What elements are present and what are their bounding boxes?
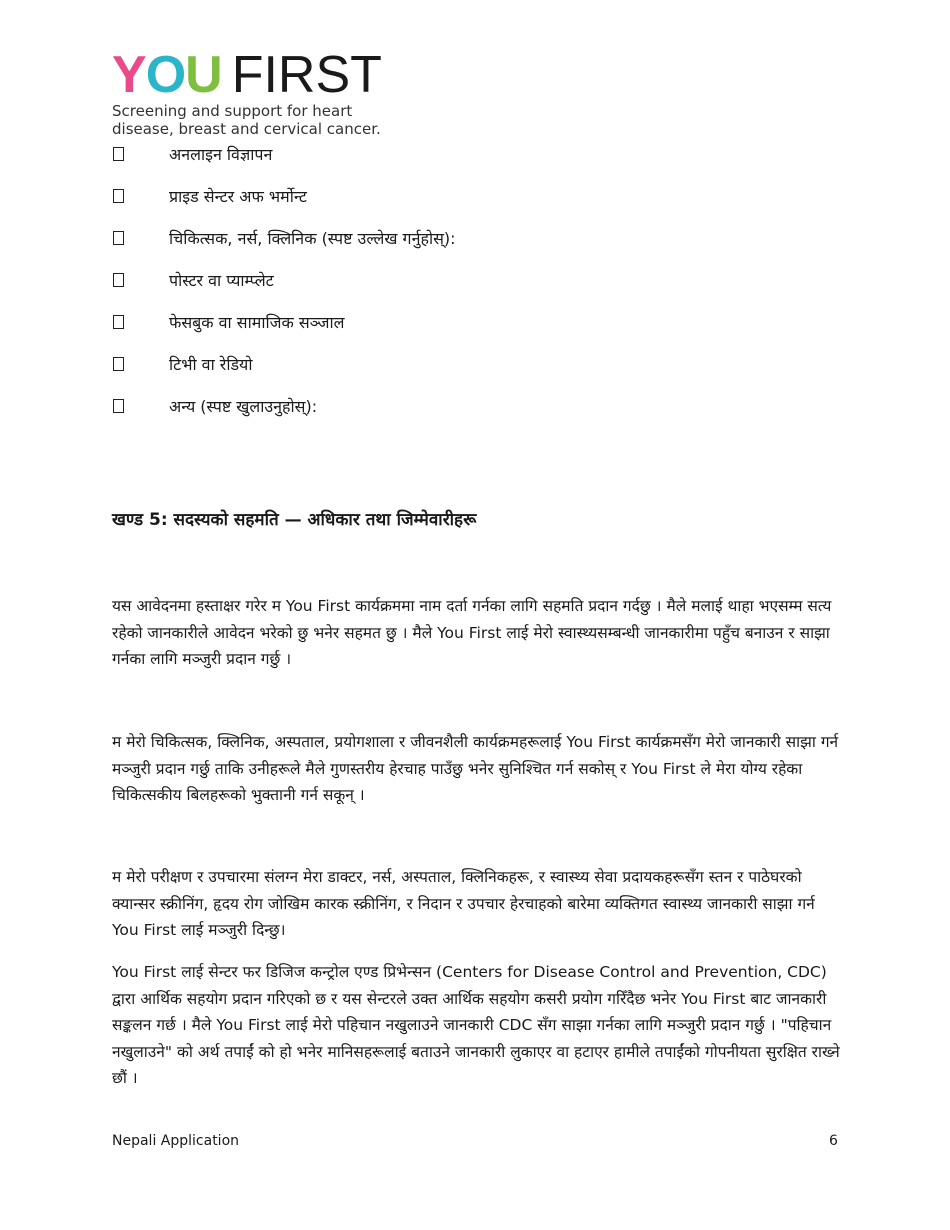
checklist-item bbox=[112, 259, 456, 301]
checklist-item bbox=[112, 343, 456, 385]
logo-letter-y: Y bbox=[112, 46, 146, 104]
section-heading: खण्ड 5: सदस्यको सहमति — अधिकार तथा जिम्मेवारीहरू bbox=[112, 510, 477, 530]
logo-tagline-line1: Screening and support for heart bbox=[112, 102, 353, 120]
logo-word-first: FIRST bbox=[231, 46, 382, 104]
logo-wordmark bbox=[112, 46, 382, 104]
checklist-item bbox=[112, 217, 456, 259]
checklist-item bbox=[112, 385, 456, 427]
checklist-item-label: अनलाइन विज्ञापन bbox=[169, 145, 273, 164]
logo-tagline-line2: disease, breast and cervical cancer. bbox=[112, 120, 381, 138]
checkbox-icon[interactable] bbox=[113, 273, 124, 287]
checkbox-icon[interactable] bbox=[113, 147, 124, 161]
consent-paragraph-3: म मेरो परीक्षण र उपचारमा संलग्न मेरा डाक्टर, नर्स, अस्पताल, क्लिनिकहरू, र स्वास्थ्य सेवा प्रदायकहरूसँग स्तन र पाठेघरको क्यान्सर स्क्रीनिंग, हृदय रोग जोखिम कारक स्क्रीनिंग, र निदान र उपचार हेरचाहको बारेमा व्यक्तिगत स्वास्थ्य जानकारी साझा गर्न You First लाई मञ्जुरी दिन्छु। bbox=[112, 868, 815, 939]
checklist-item-label: टिभी वा रेडियो bbox=[169, 355, 253, 374]
checklist-item-label: प्राइड सेन्टर अफ भर्मोन्ट bbox=[169, 187, 307, 206]
source-checklist bbox=[112, 133, 456, 427]
checklist-item-label: चिकित्सक, नर्स, क्लिनिक (स्पष्ट उल्लेख गर्नुहोस्): bbox=[169, 229, 456, 248]
logo-letter-o: O bbox=[145, 46, 186, 104]
checklist-item bbox=[112, 175, 456, 217]
checkbox-icon[interactable] bbox=[113, 357, 124, 371]
checklist-item-label: फेसबुक वा सामाजिक सञ्जाल bbox=[169, 313, 345, 332]
checkbox-icon[interactable] bbox=[113, 231, 124, 245]
consent-paragraph-2: म मेरो चिकित्सक, क्लिनिक, अस्पताल, प्रयोगशाला र जीवनशैली कार्यक्रमहरूलाई You First कार्यक्रमसँग मेरो जानकारी साझा गर्न मञ्जुरी प्रदान गर्छु ताकि उनीहरूले मैले गुणस्तरीय हेरचाह पाउँछु भनेर सुनिश्चित गर्न सकोस् र You First ले मेरा योग्य रहेका चिकित्सकीय बिलहरूको भुक्तानी गर्न सकून् । bbox=[112, 733, 839, 804]
footer-document-title: Nepali Application bbox=[112, 1133, 240, 1149]
consent-paragraph-4: You First लाई सेन्टर फर डिजिज कन्ट्रोल एण्ड प्रिभेन्सन (Centers for Disease Control and Prevention, CDC) द्वारा आर्थिक सहयोग प्रदान गरिएको छ र यस सेन्टरले उक्त आर्थिक सहयोग कसरी प्रयोग गरिँदैछ भनेर You First बाट जानकारी सङ्कलन गर्छ । मैले You First लाई मेरो पहिचान नखुलाउने जानकारी CDC सँग साझा गर्नका लागि मञ्जुरी प्रदान गर्छु । "पहिचान नखुलाउने" को अर्थ तपाईं को हो भनेर मानिसहरूलाई बताउने जानकारी लुकाएर वा हटाएर हामीले तपाईंको गोपनीयता सुरक्षित राख्ने छौं । bbox=[112, 963, 840, 1087]
checkbox-icon[interactable] bbox=[113, 399, 124, 413]
checklist-item bbox=[112, 301, 456, 343]
logo bbox=[112, 46, 382, 138]
checkbox-icon[interactable] bbox=[113, 315, 124, 329]
checklist-item-label: पोस्टर वा प्याम्प्लेट bbox=[169, 271, 274, 290]
checkbox-icon[interactable] bbox=[113, 189, 124, 203]
consent-paragraph-1: यस आवेदनमा हस्ताक्षर गरेर म You First कार्यक्रममा नाम दर्ता गर्नका लागि सहमति प्रदान गर्दछु । मैले मलाई थाहा भएसम्म सत्य रहेको जानकारीले आवेदन भरेको छु भनेर सहमत छु । मैले You First लाई मेरो स्वास्थ्यसम्बन्धी जानकारीमा पहुँच बनाउन र साझा गर्नका लागि मञ्जुरी प्रदान गर्छु । bbox=[112, 597, 832, 668]
checklist-item bbox=[112, 133, 456, 175]
footer-page-number: 6 bbox=[829, 1133, 838, 1149]
logo-letter-u: U bbox=[185, 46, 222, 104]
checklist-item-label: अन्य (स्पष्ट खुलाउनुहोस्): bbox=[169, 397, 318, 416]
